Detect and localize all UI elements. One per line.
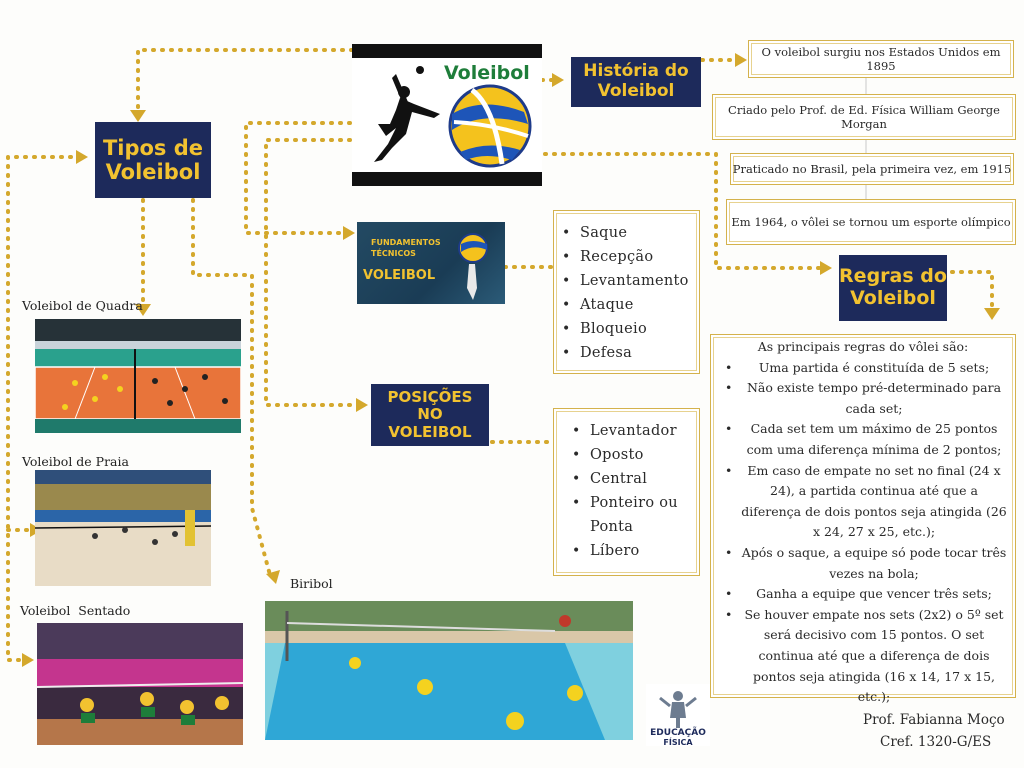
list-item: • Não existe tempo pré-determinado para cada set; (711, 378, 1007, 419)
history-item-3: Praticado no Brasil, pela primeira vez, em 1915 (730, 153, 1014, 185)
fundamentos-list-box (553, 210, 700, 374)
list-item: • Cada set tem um máximo de 25 pontos com uma diferença mínima de 2 pontos; (711, 419, 1007, 460)
history-item-4: Em 1964, o vôlei se tornou um esporte olímpico (726, 199, 1016, 245)
author-cref: Cref. 1320-G/ES (880, 734, 992, 750)
regras-do-voleibol-label: Regras do Voleibol (839, 265, 947, 309)
fundamentos-tecnicos-label: FUNDAMENTOS TÉCNICOS (371, 238, 441, 258)
tipos-de-voleibol-node (95, 122, 211, 198)
list-item: • Ponteiro ou Ponta (590, 491, 699, 539)
history-item-1: O voleibol surgiu nos Estados Unidos em 1895 (748, 40, 1014, 78)
regras-do-voleibol-node (839, 255, 947, 321)
praia-photo (35, 470, 211, 586)
list-item: • Se houver empate nos sets (2x2) o 5º set será decisivo com 15 pontos. O set continua até que a diferença de dois pontos seja atingida (16 x 14, 17 x 15, etc.); (711, 605, 1007, 708)
sentado-photo (37, 623, 243, 745)
historia-do-voleibol-label: História do Voleibol (583, 61, 689, 101)
history-item-2: Criado pelo Prof. de Ed. Física William George Morgan (712, 94, 1016, 140)
list-item: • Recepção (580, 245, 699, 269)
list-item: • Bloqueio (580, 317, 699, 341)
historia-do-voleibol-node (571, 57, 701, 107)
list-item: • Defesa (580, 341, 699, 365)
educacao-fisica-logo (646, 684, 710, 746)
quadra-caption: Voleibol de Quadra (22, 298, 143, 313)
list-item: • Ganha a equipe que vencer três sets; (711, 584, 1007, 605)
list-item: • Levantador (590, 419, 699, 443)
author-name: Prof. Fabianna Moço (863, 712, 1005, 728)
list-item: • Central (590, 467, 699, 491)
posicoes-no-voleibol-label: POSIÇÕES NO VOLEIBOL (387, 388, 473, 441)
list-item: • Após o saque, a equipe só pode tocar três vezes na bola; (711, 543, 1007, 584)
tipos-de-voleibol-label: Tipos de Voleibol (102, 135, 204, 184)
sentado-caption: Voleibol Sentado (20, 603, 131, 618)
biribol-photo (265, 601, 633, 740)
list-item: • Oposto (590, 443, 699, 467)
logo-line2: FÍSICA (663, 738, 693, 747)
logo-line1: EDUCAÇÃO (650, 728, 706, 738)
posicoes-no-voleibol-node (371, 384, 489, 446)
fundamentos-tecnicos-banner (357, 222, 505, 304)
list-item: • Em caso de empate no set no final (24 x 24), a partida continua até que a diferença de dois pontos seja atingida (26 x 24, 27 x 25, etc.); (711, 461, 1007, 543)
list-item: • Ataque (580, 293, 699, 317)
fundamentos-ball-icon (357, 222, 505, 304)
quadra-photo (35, 319, 241, 433)
volleyball-icon (352, 44, 542, 186)
fundamentos-voleibol-label: VOLEIBOL (363, 268, 436, 283)
regras-list-box (710, 334, 1016, 705)
header-logo-text: Voleibol (444, 62, 530, 84)
list-item: • Uma partida é constituída de 5 sets; (711, 358, 1007, 379)
regras-intro: As principais regras do vôlei são: (757, 339, 969, 354)
praia-caption: Voleibol de Praia (22, 454, 129, 469)
voleibol-header-logo (352, 44, 542, 186)
posicoes-list-box (553, 408, 700, 576)
biribol-caption: Biribol (290, 576, 333, 591)
list-item: • Levantamento (580, 269, 699, 293)
list-item: • Líbero (590, 539, 699, 563)
list-item: • Saque (580, 221, 699, 245)
